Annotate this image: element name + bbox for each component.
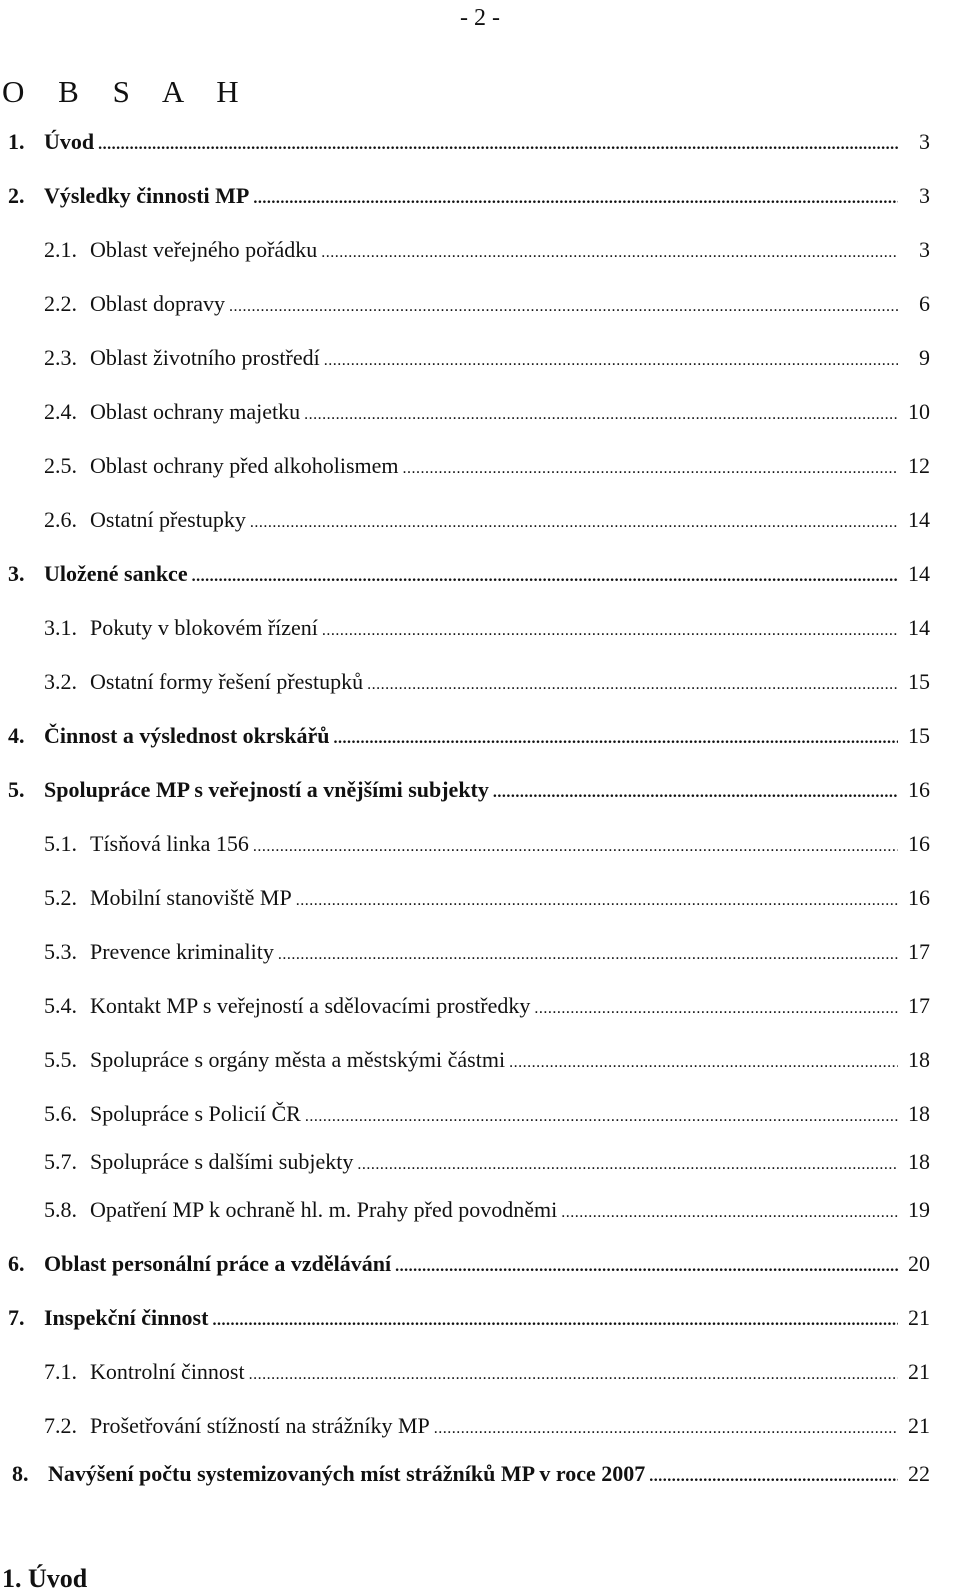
toc-entry-number: 8. [12, 1461, 29, 1486]
toc-entry-title: Uložené sankce [44, 561, 188, 586]
toc-entry-page: 3 [919, 183, 930, 208]
toc-entry-title: Prošetřování stížností na strážníky MP [90, 1413, 430, 1438]
toc-entry-page: 9 [919, 345, 930, 370]
toc-leader-dots [321, 234, 898, 269]
toc-entry[interactable] [44, 882, 930, 914]
toc-entry-title: Výsledky činnosti MP [44, 183, 250, 208]
toc-entry-number: 6. [8, 1251, 25, 1276]
toc-entry-page: 21 [908, 1305, 930, 1330]
toc-entry[interactable] [44, 234, 930, 266]
toc-leader-dots [278, 936, 898, 971]
toc-entry-number: 5.7. [44, 1149, 77, 1174]
toc-entry[interactable] [44, 396, 930, 428]
toc-entry[interactable] [8, 126, 930, 158]
toc-entry-number: 2.1. [44, 237, 77, 262]
toc-entry-page: 21 [908, 1413, 930, 1438]
toc-entry-number: 2.5. [44, 453, 77, 478]
toc-entry-number: 5.2. [44, 885, 77, 910]
toc-entry[interactable] [44, 450, 930, 482]
toc-entry-page: 18 [908, 1149, 930, 1174]
page-number: - 2 - [460, 5, 500, 31]
toc-entry-title: Ostatní přestupky [90, 507, 246, 532]
toc-entry-page: 17 [908, 939, 930, 964]
toc-entry-page: 3 [919, 237, 930, 262]
toc-entry[interactable] [8, 558, 930, 590]
toc-entry-title: Oblast dopravy [90, 291, 226, 316]
toc-entry-number: 2. [8, 183, 25, 208]
toc-leader-dots [649, 1458, 898, 1493]
toc-entry-page: 14 [908, 507, 930, 532]
toc-entry-title: Kontrolní činnost [90, 1359, 245, 1384]
toc-entry-title: Opatření MP k ochraně hl. m. Prahy před povodněmi [90, 1197, 558, 1222]
toc-entry-title: Prevence kriminality [90, 939, 274, 964]
toc-entry-title: Spolupráce MP s veřejností a vnějšími subjekty [44, 777, 489, 802]
toc-entry-number: 3. [8, 561, 25, 586]
toc-entry[interactable] [8, 774, 930, 806]
toc-entry-title: Oblast veřejného pořádku [90, 237, 318, 262]
toc-leader-dots [434, 1410, 898, 1445]
toc-entry[interactable] [44, 828, 930, 860]
toc-entry-page: 18 [908, 1047, 930, 1072]
toc-leader-dots [322, 612, 898, 647]
toc-entry-title: Spolupráce s orgány města a městskými částmi [90, 1047, 506, 1072]
toc-leader-dots [403, 450, 898, 485]
toc-entry[interactable] [44, 1098, 930, 1130]
toc-leader-dots [250, 504, 898, 539]
toc-entry-page: 12 [908, 453, 930, 478]
toc-entry-number: 3.1. [44, 615, 77, 640]
toc-entry-page: 16 [908, 885, 930, 910]
toc-entry-page: 18 [908, 1101, 930, 1126]
toc-entry-title: Spolupráce s dalšími subjekty [90, 1149, 354, 1174]
toc-entry-number: 1. [8, 129, 25, 154]
toc-entry-number: 5. [8, 777, 25, 802]
toc-entry-number: 2.3. [44, 345, 77, 370]
toc-entry-page: 15 [908, 723, 930, 748]
toc-entry[interactable] [44, 288, 930, 320]
toc-entry-number: 2.6. [44, 507, 77, 532]
toc-entry-number: 5.3. [44, 939, 77, 964]
toc-leader-dots [296, 882, 898, 917]
toc-entry-page: 19 [908, 1197, 930, 1222]
section-heading-uvod: 1. Úvod [2, 1564, 88, 1593]
toc-entry-page: 15 [908, 669, 930, 694]
toc-leader-dots [212, 1302, 898, 1337]
toc-entry[interactable] [44, 666, 930, 698]
toc-entry-page: 21 [908, 1359, 930, 1384]
toc-leader-dots [493, 774, 898, 809]
toc-entry-number: 5.4. [44, 993, 77, 1018]
toc-leader-dots [253, 828, 898, 863]
toc-leader-dots [249, 1356, 898, 1391]
toc-leader-dots [534, 990, 898, 1025]
toc-heading: O B S A H [2, 74, 252, 109]
toc-entry-page: 14 [908, 615, 930, 640]
toc-leader-dots [561, 1194, 898, 1229]
toc-leader-dots [253, 180, 898, 215]
toc-entry-number: 5.8. [44, 1197, 77, 1222]
toc-entry-number: 3.2. [44, 669, 77, 694]
toc-entry[interactable] [44, 504, 930, 536]
toc-leader-dots [357, 1146, 898, 1181]
toc-entry[interactable] [44, 1356, 930, 1388]
toc-entry[interactable] [44, 1146, 930, 1178]
toc-entry-title: Tísňová linka 156 [90, 831, 249, 856]
toc-entry-number: 5.6. [44, 1101, 77, 1126]
toc-entry[interactable] [44, 342, 930, 374]
toc-entry-number: 5.1. [44, 831, 77, 856]
toc-leader-dots [509, 1044, 898, 1079]
toc-entry-title: Oblast ochrany před alkoholismem [90, 453, 399, 478]
toc-entry-page: 17 [908, 993, 930, 1018]
toc-entry[interactable] [44, 1194, 930, 1226]
toc-entry[interactable] [8, 180, 930, 212]
toc-leader-dots [98, 126, 898, 161]
toc-entry-number: 4. [8, 723, 25, 748]
toc-entry-title: Inspekční činnost [44, 1305, 209, 1330]
toc-leader-dots [192, 558, 898, 593]
toc-entry-title: Činnost a výslednost okrskářů [44, 723, 330, 748]
toc-entry-title: Pokuty v blokovém řízení [90, 615, 318, 640]
toc-leader-dots [367, 666, 898, 701]
toc-entry-page: 16 [908, 831, 930, 856]
toc-leader-dots [333, 720, 898, 755]
toc-entry-title: Úvod [44, 129, 95, 154]
toc-leader-dots [304, 396, 898, 431]
toc-entry-page: 3 [919, 129, 930, 154]
toc-entry-title: Ostatní formy řešení přestupků [90, 669, 364, 694]
toc-entry-title: Mobilní stanoviště MP [90, 885, 292, 910]
toc-entry-page: 14 [908, 561, 930, 586]
toc-entry-page: 6 [919, 291, 930, 316]
toc-entry[interactable] [12, 1458, 930, 1490]
toc-entry-title: Spolupráce s Policií ČR [90, 1101, 301, 1126]
toc-entry-number: 7.2. [44, 1413, 77, 1438]
toc-entry-page: 16 [908, 777, 930, 802]
toc-entry-number: 5.5. [44, 1047, 77, 1072]
toc-entry-title: Oblast životního prostředí [90, 345, 320, 370]
toc-entry-title: Oblast personální práce a vzdělávání [44, 1251, 392, 1276]
toc-entry[interactable] [44, 612, 930, 644]
toc-leader-dots [305, 1098, 898, 1133]
toc-entry-title: Navýšení počtu systemizovaných míst strážníků MP v roce 2007 [48, 1461, 646, 1486]
toc-entry[interactable] [8, 1302, 930, 1334]
toc-entry[interactable] [44, 936, 930, 968]
toc-entry[interactable] [44, 1044, 930, 1076]
toc-entry-page: 20 [908, 1251, 930, 1276]
toc-entry-number: 7.1. [44, 1359, 77, 1384]
toc-entry-title: Kontakt MP s veřejností a sdělovacími prostředky [90, 993, 531, 1018]
toc-entry-number: 2.4. [44, 399, 77, 424]
toc-entry-title: Oblast ochrany majetku [90, 399, 301, 424]
toc-leader-dots [395, 1248, 898, 1283]
toc-leader-dots [324, 342, 898, 377]
toc-entry[interactable] [8, 720, 930, 752]
toc-entry[interactable] [8, 1248, 930, 1280]
toc-entry-page: 10 [908, 399, 930, 424]
toc-entry[interactable] [44, 1410, 930, 1442]
toc-entry-number: 7. [8, 1305, 25, 1330]
toc-entry[interactable] [44, 990, 930, 1022]
toc-leader-dots [229, 288, 898, 323]
toc-entry-number: 2.2. [44, 291, 77, 316]
toc-entry-page: 22 [908, 1461, 930, 1486]
